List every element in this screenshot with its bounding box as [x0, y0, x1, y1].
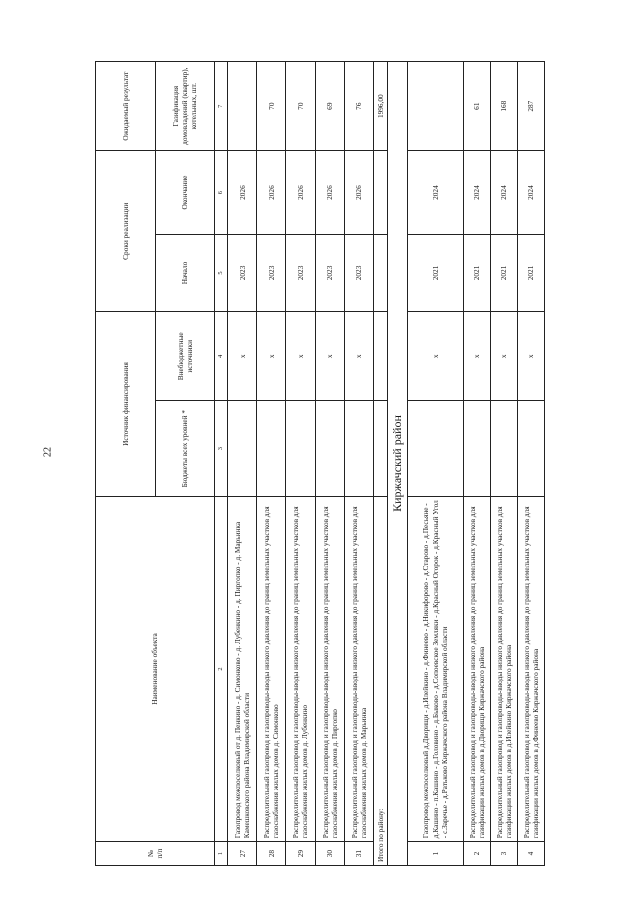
result-count: [227, 62, 256, 151]
budget-cell: [315, 401, 344, 496]
object-name: Распределительный газопровод и газопроводы-вводы низкого давления до границ земельных участков для газоснабжения жилых домов д. Лубенкино: [286, 496, 315, 841]
offbudget-cell: х: [315, 312, 344, 401]
header-budgets: Бюджеты всех уровней *: [155, 401, 215, 496]
start-year: 2021: [517, 234, 544, 311]
table-row: [257, 62, 286, 866]
start-year: 2023: [315, 234, 344, 311]
header-row-1: [96, 62, 156, 866]
row-number: 28: [257, 842, 286, 866]
object-name: Распределительный газопровод и газопроводы-вводы низкого давления до границ земельных участков для газификации жилых домов в д.Илейкино Киржачского района: [490, 496, 517, 841]
table-row: [517, 62, 544, 866]
result-count: 61: [463, 62, 490, 151]
result-count: 76: [344, 62, 373, 151]
table-row: [344, 62, 373, 866]
row-number: 30: [315, 842, 344, 866]
empty-cell: [373, 312, 387, 401]
col-num-cell: 7: [215, 62, 228, 151]
object-name: Распределительный газопровод и газопроводы-вводы низкого давления до границ земельных участков для газоснабжения жилых домов д. Симонково: [257, 496, 286, 841]
end-year: 2026: [315, 151, 344, 234]
gas-projects-table: [95, 61, 545, 866]
budget-cell: [407, 401, 463, 496]
empty-cell: [373, 234, 387, 311]
end-year: 2024: [517, 151, 544, 234]
header-offbudget: Внебюджетные источники: [155, 312, 215, 401]
column-number-row: [215, 62, 228, 866]
table-row: [227, 62, 256, 866]
budget-cell: [463, 401, 490, 496]
start-year: 2023: [227, 234, 256, 311]
result-count: 70: [257, 62, 286, 151]
start-year: 2023: [344, 234, 373, 311]
header-funding: Источник финансирования: [96, 312, 156, 497]
row-number: 27: [227, 842, 256, 866]
end-year: 2026: [286, 151, 315, 234]
total-value: 1996,00: [373, 62, 387, 151]
header-result-sub: Газификация домовладений (квартир), котельных, шт.: [155, 62, 215, 151]
budget-cell: [286, 401, 315, 496]
budget-cell: [344, 401, 373, 496]
result-count: 69: [315, 62, 344, 151]
object-name: Распределительный газопровод и газопроводы-вводы низкого давления до границ земельных участков для газоснабжения жилых домов д. Марьинка: [344, 496, 373, 841]
end-year: 2026: [344, 151, 373, 234]
budget-cell: [257, 401, 286, 496]
region-heading: Киржачский район: [388, 62, 407, 866]
object-name: Распределительный газопровод и газопроводы-вводы низкого давления до границ земельных участков для газоснабжения жилых домов д. Пиргопко: [315, 496, 344, 841]
offbudget-cell: х: [257, 312, 286, 401]
row-number: 31: [344, 842, 373, 866]
end-year: 2024: [463, 151, 490, 234]
empty-cell: [373, 401, 387, 496]
offbudget-cell: х: [517, 312, 544, 401]
offbudget-cell: х: [344, 312, 373, 401]
start-year: 2021: [407, 234, 463, 311]
result-count: [407, 62, 463, 151]
table-row: [463, 62, 490, 866]
offbudget-cell: х: [463, 312, 490, 401]
start-year: 2023: [286, 234, 315, 311]
result-count: 70: [286, 62, 315, 151]
region-row: [388, 62, 407, 866]
col-num-cell: 1: [215, 842, 228, 866]
table-row: [490, 62, 517, 866]
end-year: 2024: [407, 151, 463, 234]
offbudget-cell: х: [286, 312, 315, 401]
row-number: 2: [463, 842, 490, 866]
table-row: [286, 62, 315, 866]
header-end: Окончание: [155, 151, 215, 234]
row-number: 4: [517, 842, 544, 866]
header-name: Наименование объекта: [96, 496, 215, 841]
object-name: Распределительный газопровод и газопроводы-вводы низкого давления до границ земельных участков для газификации жилых домов в д.Дворищи Киржачского района: [463, 496, 490, 841]
object-name: Газопровод межпоселковый д.Дворищи - д.Илейкино - д.Финеево - д.Никифорово - д.Старово - д.Песьяне - д.Кашино - п.Кашино - д.Головино - д.Быково - д.Сопоевское Земляки - д.Красный Огорок - д.Красный Угол - с.Заречье - д.Ратьково Киржачского района Владимирской области: [407, 496, 463, 841]
col-num-cell: 4: [215, 312, 228, 401]
end-year: 2026: [257, 151, 286, 234]
budget-cell: [517, 401, 544, 496]
empty-cell: [373, 151, 387, 234]
header-num: № п/п: [96, 842, 215, 866]
header-result: Ожидаемый результат: [96, 62, 156, 151]
table-row: [407, 62, 463, 866]
rotated-table-wrapper: [95, 61, 545, 866]
object-name: Газопровод межпоселковый от д. Пенкино - д. Симонково - д. Лубенкино - д. Пиргопко - д. Марьинка Камешковского района Владимирской области: [227, 496, 256, 841]
start-year: 2021: [463, 234, 490, 311]
row-number: 29: [286, 842, 315, 866]
row-number: 3: [490, 842, 517, 866]
header-terms: Сроки реализации: [96, 151, 156, 312]
result-count: 168: [490, 62, 517, 151]
row-number: 1: [407, 842, 463, 866]
object-name: Распределительный газопровод и газопроводы-вводы низкого давления до границ земельных участков для газификации жилых домов в д.Финеево Киржачского района: [517, 496, 544, 841]
start-year: 2021: [490, 234, 517, 311]
col-num-cell: 2: [215, 496, 228, 841]
start-year: 2023: [257, 234, 286, 311]
end-year: 2024: [490, 151, 517, 234]
offbudget-cell: х: [490, 312, 517, 401]
col-num-cell: 3: [215, 401, 228, 496]
table-row: [315, 62, 344, 866]
col-num-cell: 6: [215, 151, 228, 234]
page-number: 22: [42, 447, 54, 457]
offbudget-cell: х: [407, 312, 463, 401]
end-year: 2026: [227, 151, 256, 234]
offbudget-cell: х: [227, 312, 256, 401]
total-row: [373, 62, 387, 866]
budget-cell: [490, 401, 517, 496]
result-count: 287: [517, 62, 544, 151]
header-start: Начало: [155, 234, 215, 311]
col-num-cell: 5: [215, 234, 228, 311]
total-label: Итого по району:: [373, 496, 387, 865]
budget-cell: [227, 401, 256, 496]
